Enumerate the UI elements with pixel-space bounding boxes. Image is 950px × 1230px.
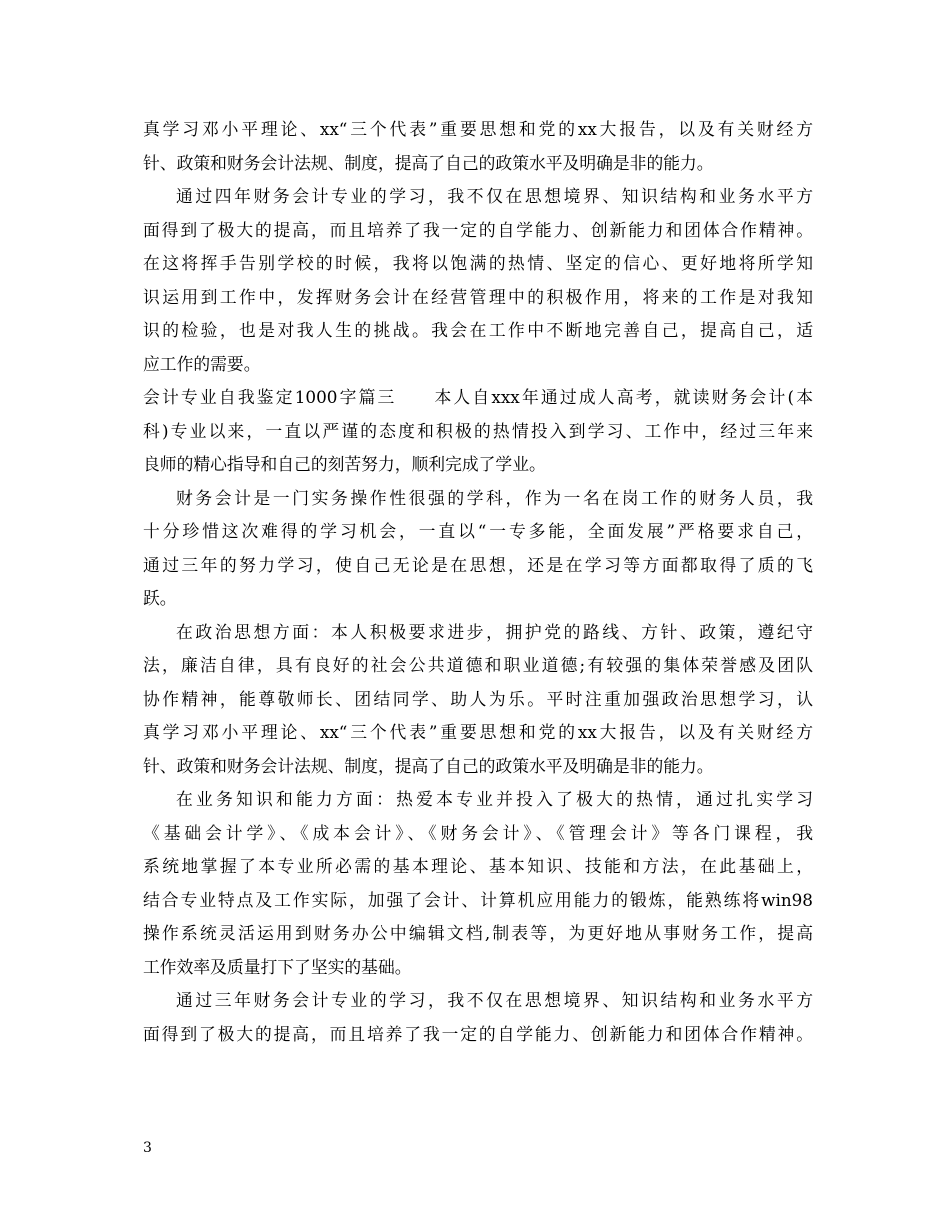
text-line: 结合专业特点及工作实际，加强了会计、计算机应用能力的锻炼，能熟练将win98: [143, 889, 813, 910]
text-line: 十分珍惜这次难得的学习机会，一直以“一专多能，全面发展”严格要求自己，: [143, 521, 813, 541]
text-line: 在政治思想方面：本人积极要求进步，拥护党的路线、方针、政策，遵纪守: [176, 621, 813, 642]
text-line: 通过四年财务会计专业的学习，我不仅在思想境界、知识结构和业务水平方: [176, 186, 813, 206]
text-line: 科)专业以来，一直以严谨的态度和积极的热情投入到学习、工作中，经过三年来: [143, 420, 813, 441]
text-line: 真学习邓小平理论、xx“三个代表”重要思想和党的xx大报告，以及有关财经方: [143, 722, 813, 742]
text-line: 通过三年财务会计专业的学习，我不仅在思想境界、知识结构和业务水平方: [176, 990, 813, 1010]
text-line: 《基础会计学》、《成本会计》、《财务会计》、《管理会计》等各门课程，我: [143, 822, 813, 843]
text-line: 会计专业自我鉴定1000字篇三 本人自xxx年通过成人高考，就读财务会计(本: [143, 387, 813, 407]
text-line: 针、政策和财务会计法规、制度，提高了自己的政策水平及明确是非的能力。: [143, 755, 714, 776]
text-line: 识的检验，也是对我人生的挑战。我会在工作中不断地完善自己，提高自己，适: [143, 320, 813, 340]
text-line: 在这将挥手告别学校的时候，我将以饱满的热情、坚定的信心、更好地将所学知: [143, 253, 813, 273]
text-line: 良师的精心指导和自己的刻苦努力，顺利完成了学业。: [143, 454, 546, 474]
text-line: 识运用到工作中，发挥财务会计在经营管理中的积极作用，将来的工作是对我知: [143, 286, 813, 307]
text-line: 通过三年的努力学习，使自己无论是在思想，还是在学习等方面都取得了质的飞: [143, 554, 813, 575]
text-line: 针、政策和财务会计法规、制度，提高了自己的政策水平及明确是非的能力。: [143, 152, 714, 173]
text-line: 面得到了极大的提高，而且培养了我一定的自学能力、创新能力和团体合作精神。: [143, 219, 813, 240]
text-line: 跃。: [143, 588, 177, 608]
text-line: 真学习邓小平理论、xx“三个代表”重要思想和党的xx大报告，以及有关财经方: [143, 119, 813, 139]
document-body: [143, 113, 813, 1051]
text-line: 系统地掌握了本专业所必需的基本理论、基本知识、技能和方法，在此基础上，: [143, 856, 813, 876]
text-line: 应工作的需要。: [143, 353, 261, 374]
text-line: 面得到了极大的提高，而且培养了我一定的自学能力、创新能力和团体合作精神。: [143, 1023, 813, 1044]
text-line: 法，廉洁自律，具有良好的社会公共道德和职业道德;有较强的集体荣誉感及团队: [143, 655, 813, 675]
text-line: 工作效率及质量打下了坚实的基础。: [143, 956, 412, 977]
page-number: 3: [143, 1140, 152, 1156]
text-line: 在业务知识和能力方面：热爱本专业并投入了极大的热情，通过扎实学习: [176, 789, 813, 809]
text-line: 协作精神，能尊敬师长、团结同学、助人为乐。平时注重加强政治思想学习，认: [143, 688, 813, 709]
text-line: 操作系统灵活运用到财务办公中编辑文档,制表等，为更好地从事财务工作，提高: [143, 923, 813, 943]
text-line: 财务会计是一门实务操作性很强的学科，作为一名在岗工作的财务人员，我: [176, 487, 813, 508]
